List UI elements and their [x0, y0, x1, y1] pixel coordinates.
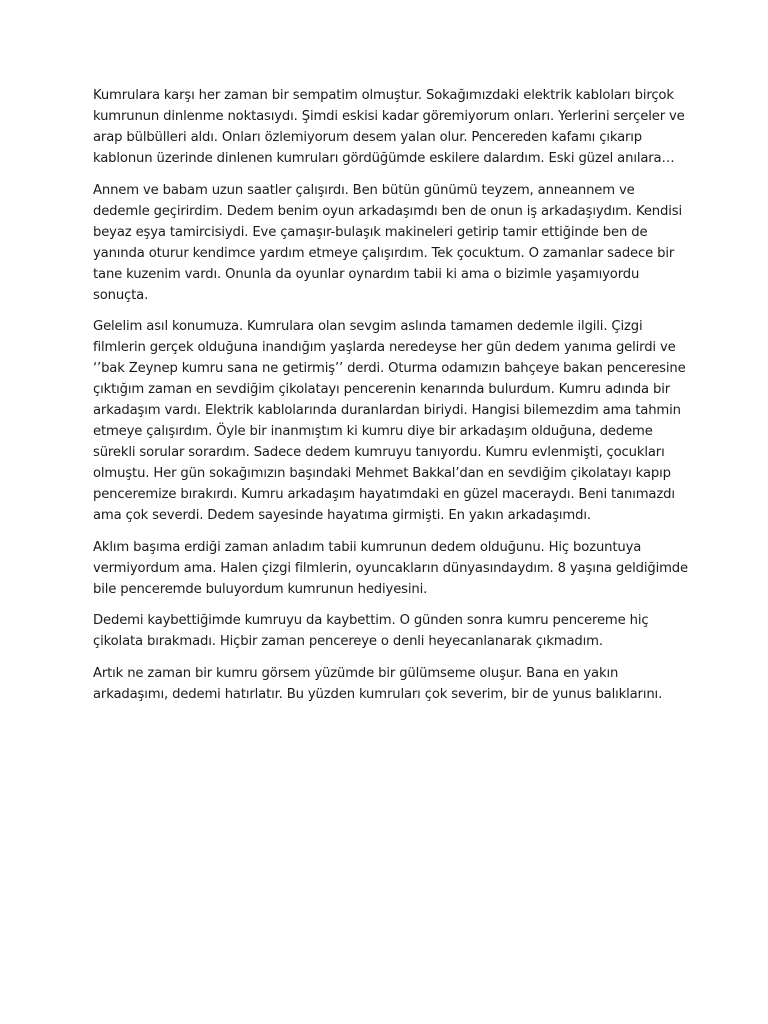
paragraph-1: Kumrulara karşı her zaman bir sempatim olmuştur. Sokağımızdaki elektrik kabloları birçok kumrunun dinlenme noktasıydı. Şimdi eskisi kadar göremiyorum onları. Yerlerini serçeler ve arap bülbülleri aldı. Onları özlemiyorum desem yalan olur. Pencereden kafamı çıkarıp kablonun üzerinde dinlenen kumruları gördüğümde eskilere dalardım. Eski güzel anılara… [93, 88, 685, 166]
document-body [93, 85, 688, 705]
paragraph-3: Gelelim asıl konumuza. Kumrulara olan sevgim aslında tamamen dedemle ilgili. Çizgi filmlerin gerçek olduğuna inandığım yaşlarda neredeyse her gün dedem yanıma gelirdi ve ‘’bak Zeynep kumru sana ne getirmiş’’ derdi. Oturma odamızın bahçeye bakan penceresine çıktığım zaman en sevdiğim çikolatayı pencerenin kenarında bulurdum. Kumru adında bir arkadaşım vardı. Elektrik kablolarında duranlardan biriydi. Hangisi bilemezdim ama tahmin etmeye çalışırdım. Öyle bir inanmıştım ki kumru diye bir arkadaşım olduğuna, dedeme sürekli sorular sorardım. Sadece dedem kumruyu tanıyordu. Kumru evlenmişti, çocukları olmuştu. Her gün sokağımızın başındaki Mehmet Bakkal’dan en sevdiğim çikolatayı kapıp penceremize bırakırdı. Kumru arkadaşım hayatımdaki en güzel maceraydı. Beni tanımazdı ama çok severdi. Dedem sayesinde hayatıma girmişti. En yakın arkadaşımdı. [93, 319, 686, 523]
paragraph-5: Dedemi kaybettiğimde kumruyu da kaybettim. O günden sonra kumru pencereme hiç çikolata bırakmadı. Hiçbir zaman pencereye o denli heyecanlanarak çıkmadım. [93, 613, 649, 649]
paragraph-2: Annem ve babam uzun saatler çalışırdı. Ben bütün günümü teyzem, anneannem ve dedemle geçirirdim. Dedem benim oyun arkadaşımdı ben de onun iş arkadaşıydım. Kendisi beyaz eşya tamircisiydi. Eve çamaşır-bulaşık makineleri getirip tamir ettiğinde ben de yanında oturur kendimce yardım etmeye çalışırdım. Tek çocuktum. O zamanlar sadece bir tane kuzenim vardı. Onunla da oyunlar oynardım tabii ki ama o bizimle yaşamıyordu sonuçta. [93, 182, 682, 303]
paragraph-4: Aklım başıma erdiği zaman anladım tabii kumrunun dedem olduğunu. Hiç bozuntuya vermiyordum ama. Halen çizgi filmlerin, oyuncakların dünyasındaydım. 8 yaşına geldiğimde bile penceremde buluyordum kumrunun hediyesini. [93, 539, 688, 597]
paragraph-6: Artık ne zaman bir kumru görsem yüzümde bir gülümseme oluşur. Bana en yakın arkadaşımı, dedemi hatırlatır. Bu yüzden kumruları çok severim, bir de yunus balıklarını. [93, 665, 663, 702]
